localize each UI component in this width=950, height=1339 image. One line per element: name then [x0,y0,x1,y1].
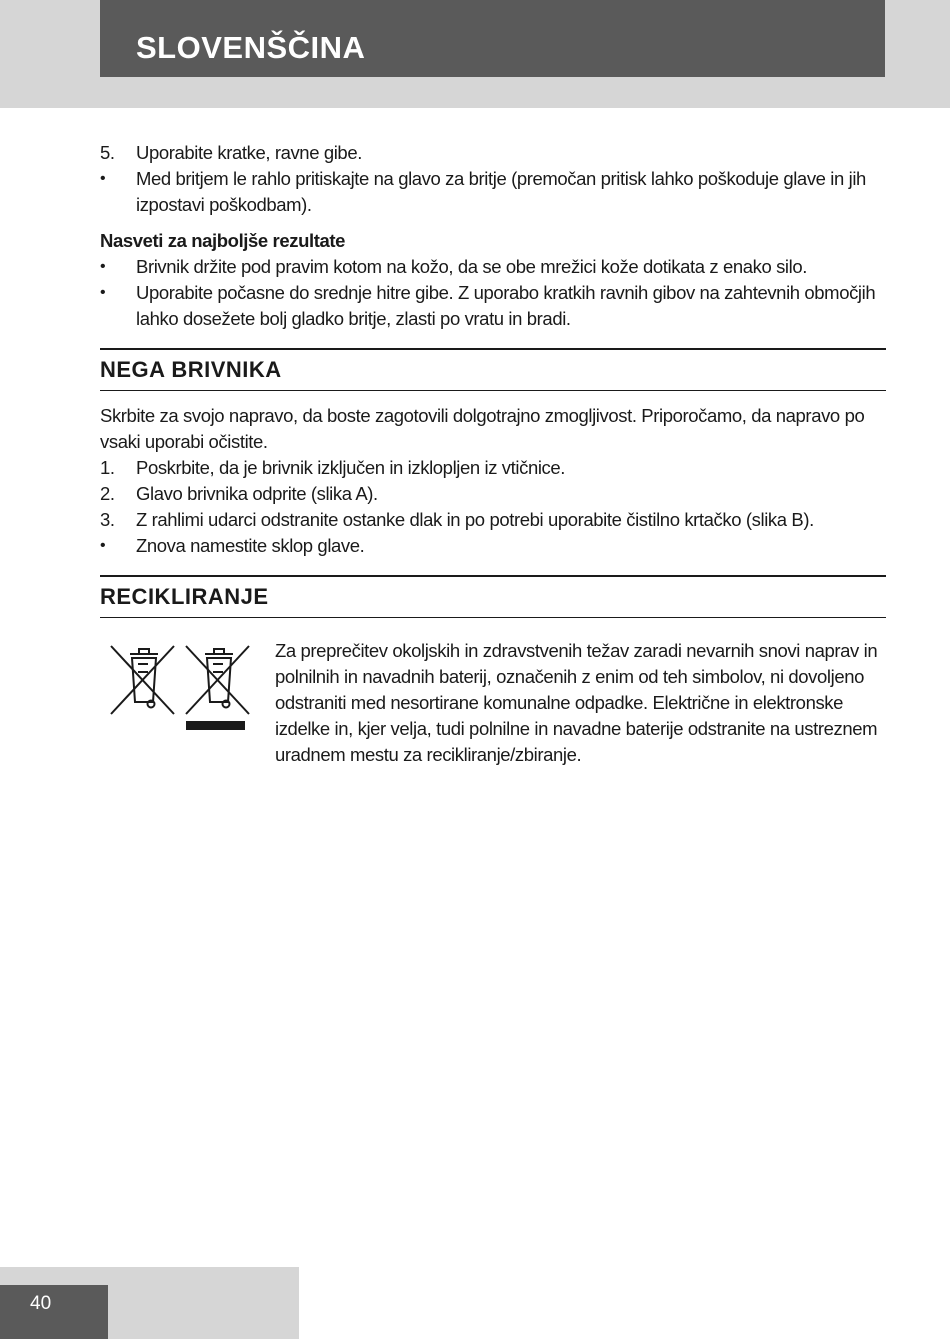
bullet-marker: • [100,284,106,301]
list-marker: 1. [100,457,115,478]
list-item-text: Med britjem le rahlo pritiskajte na glavo za britje (premočan pritisk lahko poškoduje glave in jih izpostavi poškodbam). [136,168,866,215]
list-item-text: Poskrbite, da je brivnik izključen in izklopljen iz vtičnice. [136,457,566,478]
list-item-text: Brivnik držite pod pravim kotom na kožo, da se obe mrežici kože dotikata z enako silo. [136,256,807,277]
crossed-bin-with-bar-icon [186,646,249,730]
bullet-marker: • [100,537,106,554]
tips-heading: Nasveti za najboljše rezultate [100,230,346,251]
bullet-marker: • [100,258,106,275]
care-intro: Skrbite za svojo napravo, da boste zagotovili dolgotrajno zmogljivost. Priporočamo, da napravo po vsaki uporabi očistite. [100,405,865,452]
main-content [100,140,886,808]
recycling-symbols [108,642,258,732]
list-item [100,455,886,481]
page-number-box [0,1285,108,1339]
list-marker: 3. [100,509,115,530]
list-item [100,166,886,218]
recycling-text: Za preprečitev okoljskih in zdravstvenih težav zaradi nevarnih snovi naprav in polnilnih in navadnih baterij, označenih z enim od teh simbolov, ni dovoljeno odstraniti med nesortirane komunalne odpadke. Električne in elektronske izdelke in, kjer velja, tudi polnilne in navadne baterije odstranite na ustreznem uradnem mestu za recikliranje/zbiranje. [275,640,878,765]
list-item [100,507,886,533]
list-item-text: Znova namestite sklop glave. [136,535,365,556]
list-item [100,140,886,166]
list-marker: 2. [100,483,115,504]
care-section-heading: NEGA BRIVNIKA [100,348,886,391]
list-item-text: Glavo brivnika odprite (slika A). [136,483,378,504]
list-marker: 5. [100,142,115,163]
page-number: 40 [30,1293,52,1314]
crossed-bin-icon [111,646,174,714]
list-item-text: Uporabite kratke, ravne gibe. [136,142,362,163]
recycling-block [100,638,886,808]
list-item [100,533,886,559]
list-item [100,280,886,332]
recycling-section-heading: RECIKLIRANJE [100,575,886,618]
list-item-text: Uporabite počasne do srednje hitre gibe. Z uporabo kratkih ravnih gibov na zahtevnih območjih lahko dosežete bolj gladko britje, zlasti po vratu in bradi. [136,282,876,329]
bullet-marker: • [100,170,106,187]
page-title: SLOVENŠČINA [136,30,366,65]
list-item [100,254,886,280]
list-item [100,481,886,507]
list-item-text: Z rahlimi udarci odstranite ostanke dlak in po potrebi uporabite čistilno krtačko (slika B). [136,509,814,530]
